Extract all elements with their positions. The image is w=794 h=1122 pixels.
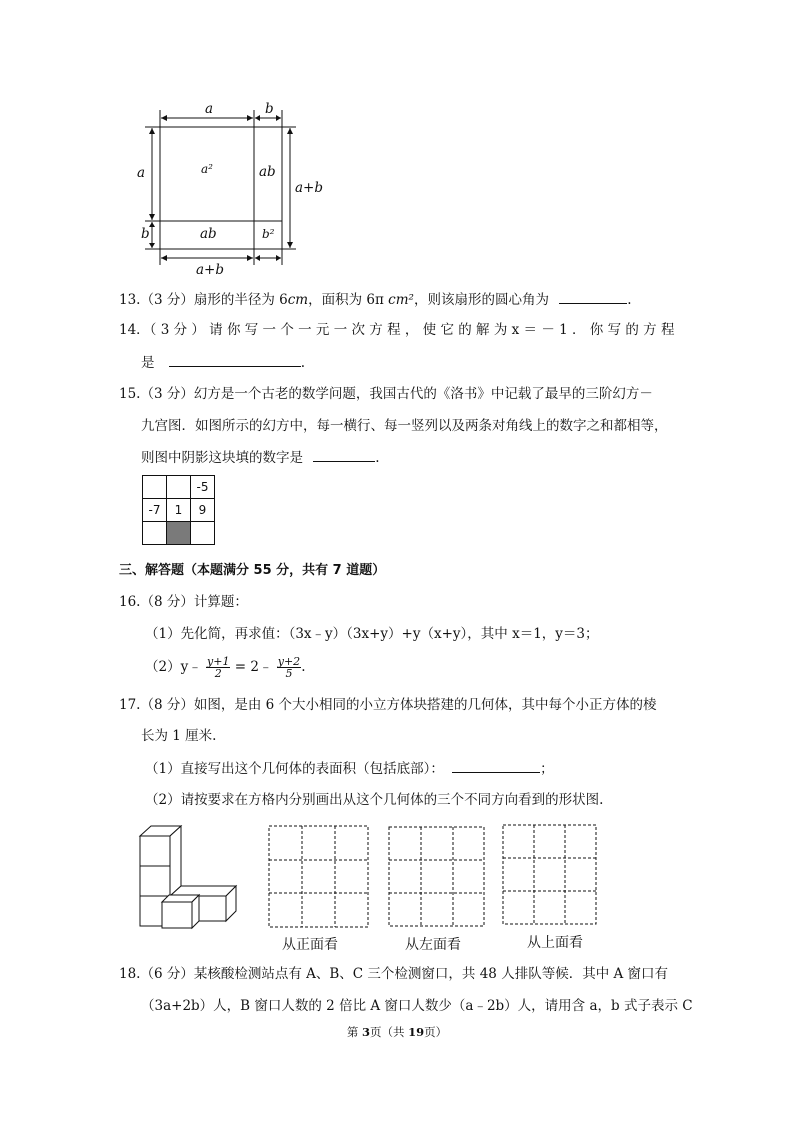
page-footer [0,1024,794,1040]
question-16-head: 16.（8 分）计算题： [119,594,248,610]
q17-part1-text: （1）直接写出这个几何体的表面积（包括底部）： [145,761,444,777]
cell-ab-right: ab [259,164,276,180]
cell-b-squared: b² [262,227,275,241]
q15-line3-pre: 则图中阴影这块填的数字是 [141,450,303,466]
q14-line2-pre: 是 [141,355,155,371]
q14-answer-blank[interactable] [169,352,301,367]
question-15-line-2: 九宫图．如图所示的幻方中，每一横行、每一竖列以及两条对角线上的数字之和都相等， [141,418,668,434]
magic-cell [143,476,167,499]
q15-answer-blank[interactable] [313,447,375,462]
q13-unit-cm: cm [287,292,309,308]
question-17-line-2: 长为 1 厘米. [141,728,217,744]
magic-cell: 9 [191,499,215,522]
question-15-line-1: 15.（3 分）幻方是一个古老的数学问题，我国古代的《洛书》中记载了最早的三阶幻方－ [119,386,653,402]
question-15-line-3 [141,447,380,468]
q13-text-1: 扇形的半径为 6 [193,292,288,308]
question-16-part-2 [145,656,305,679]
magic-square-grid [142,475,215,545]
footer-pre: 第 [346,1025,362,1039]
section-3-heading: 三、解答题（本题满分 55 分，共有 7 道题） [119,563,386,578]
question-18-line-1: 18.（6 分）某核酸检测站点有 A、B、C 三个检测窗口，共 48 人排队等候．其中 A 窗口有 [119,966,669,982]
question-13 [119,289,632,310]
q13-answer-blank[interactable] [559,289,627,304]
magic-cell: -5 [191,476,215,499]
question-14-line-1: 14．（ 3 分 ） 请 你 写 一 个 一 元 一 次 方 程 ， 使 它 的 解 为 x ＝ － 1 ． 你 写 的 方 程 [119,322,675,338]
q13-text-3: ，则该扇形的圆心角为 [413,292,549,308]
question-17-line-1: 17.（8 分）如图，是由 6 个大小相同的小立方体块搭建的几何体，其中每个小正方体的棱 [119,697,657,713]
magic-cell: -7 [143,499,167,522]
footer-total-pages: 19 [408,1025,425,1039]
q13-end: . [627,292,632,308]
footer-post: 页） [424,1025,448,1039]
footer-mid: 页（共 [370,1025,409,1039]
q16-part2-pre: （2）y﹣ [145,659,202,675]
q14-end: . [300,355,306,371]
label-left-b: b [141,226,150,242]
question-17-part-2: （2）请按要求在方格内分别画出从这个几何体的三个不同方向看到的形状图. [145,792,604,808]
q16-frac1-num: y+1 [207,655,230,668]
cell-a-squared: a² [201,162,213,176]
caption-front-view: 从正面看 [282,937,338,953]
magic-cell [167,476,191,499]
question-18-line-2: （3a+2b）人，B 窗口人数的 2 倍比 A 窗口人数少（a﹣2b）人，请用含 a，b 式子表示 C [141,998,693,1014]
label-left-a: a [137,165,146,181]
magic-cell [143,522,167,545]
caption-left-view: 从左面看 [405,937,461,953]
q16-fraction-2 [277,656,301,679]
grid-top-view[interactable] [502,824,598,926]
cell-ab-bottom: ab [200,226,217,242]
question-14-line-2 [141,352,305,373]
q15-end: . [375,450,380,466]
q13-unit-cm2: cm² [388,292,414,308]
cube-solid-figure [135,825,240,930]
q16-part2-end: . [301,659,306,675]
magic-cell [191,522,215,545]
label-right-a-plus-b: a+b [295,180,324,196]
q13-text-2: ，面积为 6π [308,292,389,308]
grid-front-view[interactable] [268,825,370,929]
footer-page-number: 3 [361,1025,370,1039]
q16-frac2-den: 5 [285,667,293,680]
label-top-a: a [205,101,214,117]
q16-fraction-1 [206,656,230,679]
magic-cell-shaded [167,522,191,545]
label-top-b: b [265,101,274,117]
question-17-part-1 [145,758,554,779]
q16-frac1-den: 2 [214,667,222,680]
label-bottom-a-plus-b: a+b [196,262,225,278]
q17-part1-end: ； [540,761,554,777]
q17-answer-blank[interactable] [452,758,540,773]
q13-number: 13.（3 分） [119,292,194,308]
magic-cell: 1 [167,499,191,522]
caption-top-view: 从上面看 [527,935,583,951]
question-16-part-1: （1）先化简，再求值：（3x﹣y）（3x+y）+y（x+y），其中 x＝1，y＝3； [145,626,599,642]
grid-left-view[interactable] [388,826,486,928]
q16-part2-mid: = 2﹣ [234,659,273,675]
q16-frac2-num: y+2 [277,655,301,668]
